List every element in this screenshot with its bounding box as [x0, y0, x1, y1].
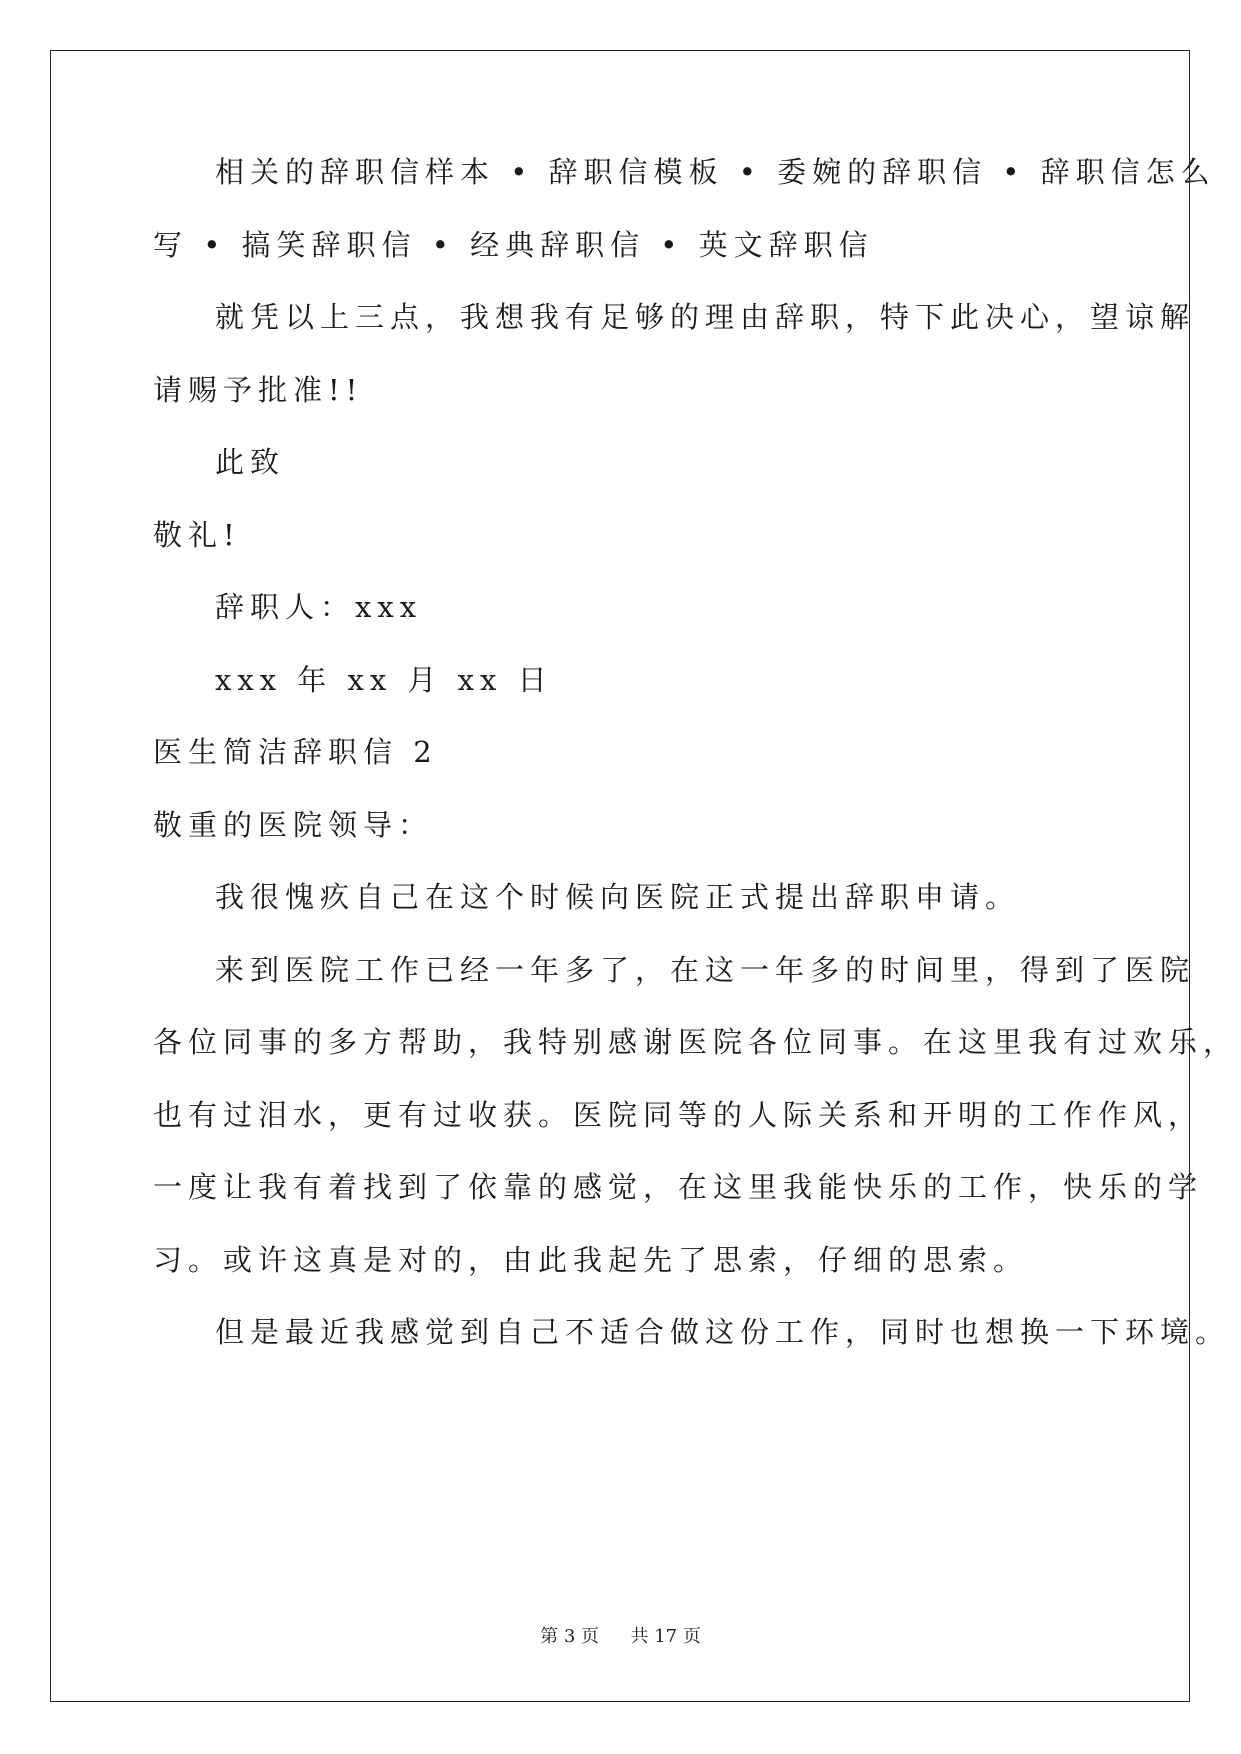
paragraph-line: 我很愧疚自己在这个时候向医院正式提出辞职申请。	[215, 880, 1021, 914]
paragraph-line: 来到医院工作已经一年多了，在这一年多的时间里，得到了医院	[215, 953, 1196, 987]
page-number-total: 共 17 页	[630, 1626, 701, 1647]
paragraph-line: 也有过泪水，更有过收获。医院同等的人际关系和开明的工作作风，	[153, 1098, 1204, 1132]
closing-salutation: 此致	[215, 445, 286, 479]
page-number-current: 第 3 页	[540, 1626, 600, 1647]
related-links-line-2: 写 • 搞笑辞职信 • 经典辞职信 • 英文辞职信	[153, 228, 874, 262]
related-links-line-1: 相关的辞职信样本 • 辞职信模板 • 委婉的辞职信 • 辞职信怎么	[215, 155, 1216, 189]
paragraph-line: 就凭以上三点，我想我有足够的理由辞职，特下此决心，望谅解	[215, 300, 1196, 334]
signature-name: 辞职人：xxx	[215, 590, 423, 624]
paragraph-line: 但是最近我感觉到自己不适合做这份工作，同时也想换一下环境。	[215, 1315, 1231, 1349]
letter-greeting: 敬重的医院领导：	[153, 808, 434, 842]
paragraph-line: 请赐予批准!!	[153, 373, 364, 407]
paragraph-line: 各位同事的多方帮助，我特别感谢医院各位同事。在这里我有过欢乐，	[153, 1025, 1239, 1059]
section-title: 医生简洁辞职信 2	[153, 735, 438, 769]
closing-regards: 敬礼!	[153, 518, 241, 552]
page-footer	[0, 1625, 1241, 1649]
paragraph-line: 一度让我有着找到了依靠的感觉，在这里我能快乐的工作，快乐的学	[153, 1170, 1204, 1204]
signature-date: xxx 年 xx 月 xx 日	[215, 663, 553, 697]
paragraph-line: 习。或许这真是对的，由此我起先了思索，仔细的思索。	[153, 1243, 1029, 1277]
